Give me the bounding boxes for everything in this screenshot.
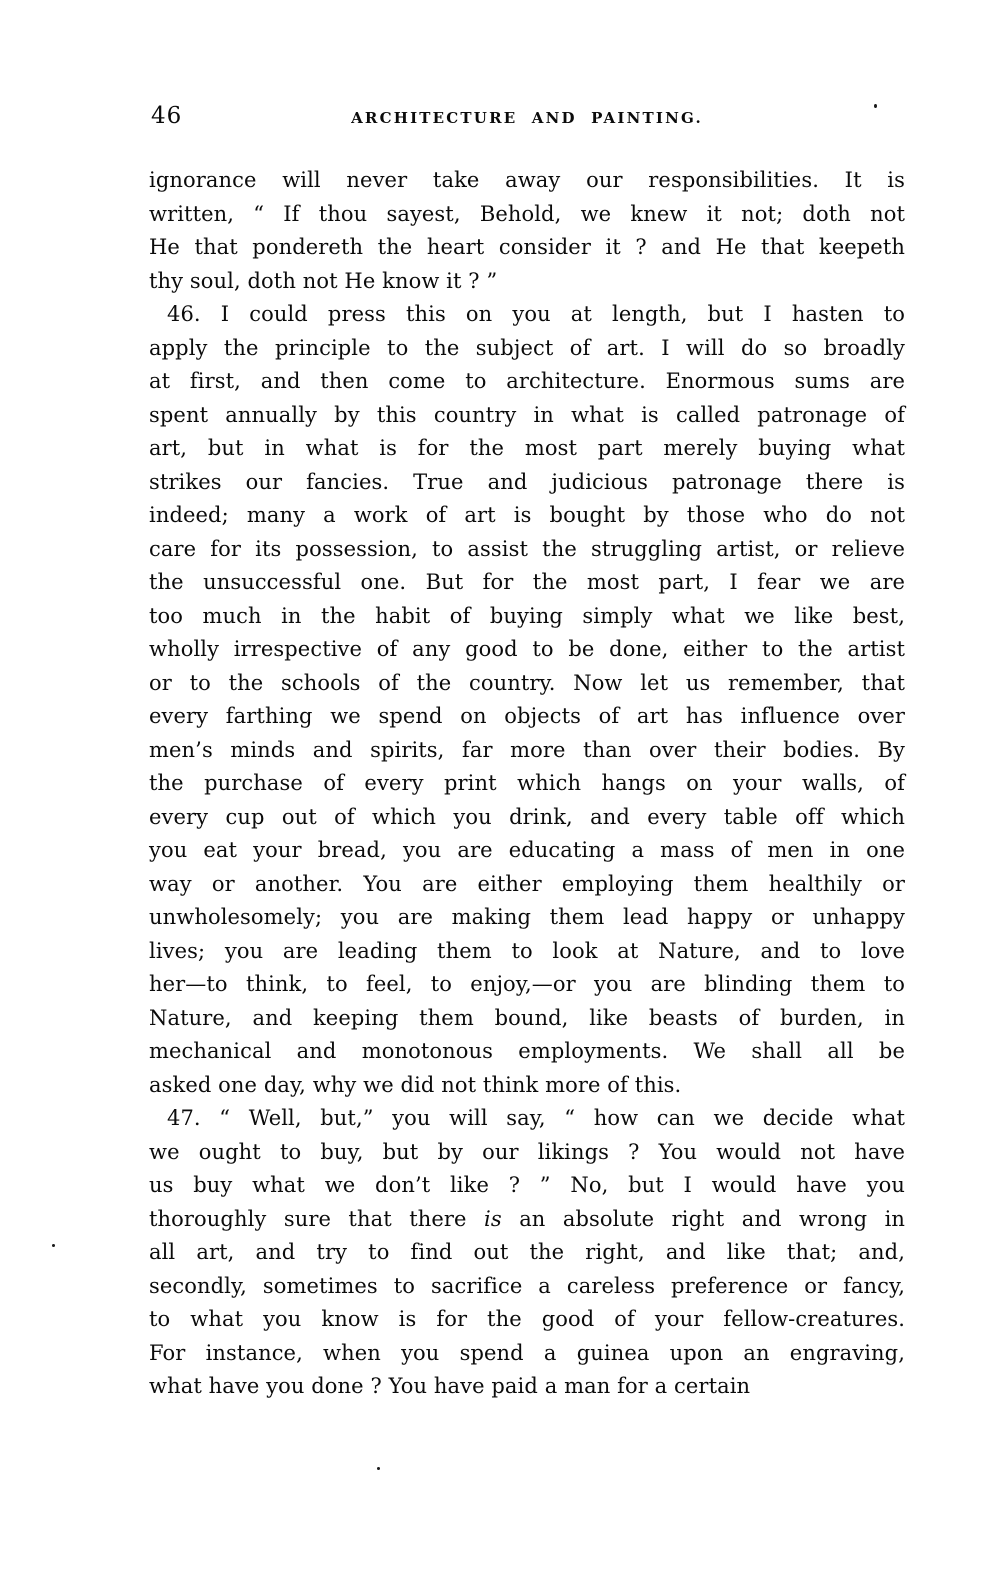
text-line: every cup out of which you drink, and every table off which bbox=[149, 804, 905, 829]
scan-speck bbox=[52, 1244, 55, 1247]
text-line: 46. I could press this on you at length, but I hasten to bbox=[167, 302, 905, 326]
text-line: to what you know is for the good of your fellow-creatures. bbox=[149, 1307, 905, 1331]
text-line: her—to think, to feel, to enjoy,—or you are blinding them to bbox=[149, 972, 905, 996]
text-line: strikes our fancies. True and judicious patronage there is bbox=[149, 469, 905, 494]
text-line: mechanical and monotonous employments. We shall all be bbox=[149, 1039, 905, 1063]
text-line: art, but in what is for the most part merely buying what bbox=[149, 436, 905, 460]
text-line: the unsuccessful one. But for the most part, I fear we are bbox=[149, 570, 905, 594]
text-line: thoroughly sure that there is an absolute right and wrong in bbox=[149, 1206, 906, 1231]
text-line: written, “ If thou sayest, Behold, we knew it not; doth not bbox=[149, 201, 905, 226]
text-line: He that pondereth the heart consider it ? and He that keepeth bbox=[149, 235, 905, 259]
text-line: us buy what we don’t like ? ” No, but I would have you bbox=[149, 1173, 905, 1197]
text-line: apply the principle to the subject of art. I will do so broadly bbox=[149, 335, 905, 360]
text-line: For instance, when you spend a guinea upon an engraving, bbox=[149, 1340, 905, 1365]
text-line: what have you done ? You have paid a man for a certain bbox=[149, 1374, 751, 1398]
text-line: every farthing we spend on objects of art has influence over bbox=[149, 704, 905, 728]
page-header bbox=[149, 103, 905, 137]
text-line: lives; you are leading them to look at Nature, and to love bbox=[149, 938, 905, 963]
text-line: Nature, and keeping them bound, like beasts of burden, in bbox=[149, 1005, 905, 1030]
text-line: 47. “ Well, but,” you will say, “ how can we decide what bbox=[167, 1106, 905, 1130]
running-header: ARCHITECTURE AND PAINTING. bbox=[351, 109, 703, 127]
page-number: 46 bbox=[151, 103, 183, 129]
text-line: we ought to buy, but by our likings ? You would not have bbox=[149, 1139, 905, 1164]
text-line: the purchase of every print which hangs on your walls, of bbox=[149, 771, 905, 795]
italic-word: is bbox=[484, 1206, 502, 1231]
text-line: asked one day, why we did not think more of this. bbox=[149, 1072, 682, 1097]
text-line: ignorance will never take away our responsibilities. It is bbox=[149, 168, 905, 192]
text-line: care for its possession, to assist the struggling artist, or relieve bbox=[149, 536, 905, 561]
page-text bbox=[149, 164, 905, 1404]
text-line: secondly, sometimes to sacrifice a careless preference or fancy, bbox=[149, 1273, 905, 1298]
scan-speck bbox=[874, 104, 877, 108]
text-line: spent annually by this country in what is called patronage of bbox=[149, 402, 905, 427]
text-line: all art, and try to find out the right, and like that; and, bbox=[149, 1240, 905, 1264]
text-line: at first, and then come to architecture. Enormous sums are bbox=[149, 369, 905, 393]
text-line: thy soul, doth not He know it ? ” bbox=[149, 268, 498, 293]
text-line: way or another. You are either employing them healthily or bbox=[149, 871, 905, 896]
text-line: unwholesomely; you are making them lead happy or unhappy bbox=[149, 905, 905, 929]
text-line: you eat your bread, you are educating a mass of men in one bbox=[149, 838, 905, 862]
text-line: too much in the habit of buying simply what we like best, bbox=[149, 603, 905, 628]
text-line: or to the schools of the country. Now let us remember, that bbox=[149, 670, 905, 695]
scan-speck bbox=[377, 1467, 380, 1470]
text-line: indeed; many a work of art is bought by those who do not bbox=[149, 503, 905, 527]
text-line: men’s minds and spirits, far more than over their bodies. By bbox=[149, 737, 905, 762]
text-line: wholly irrespective of any good to be done, either to the artist bbox=[149, 637, 905, 661]
